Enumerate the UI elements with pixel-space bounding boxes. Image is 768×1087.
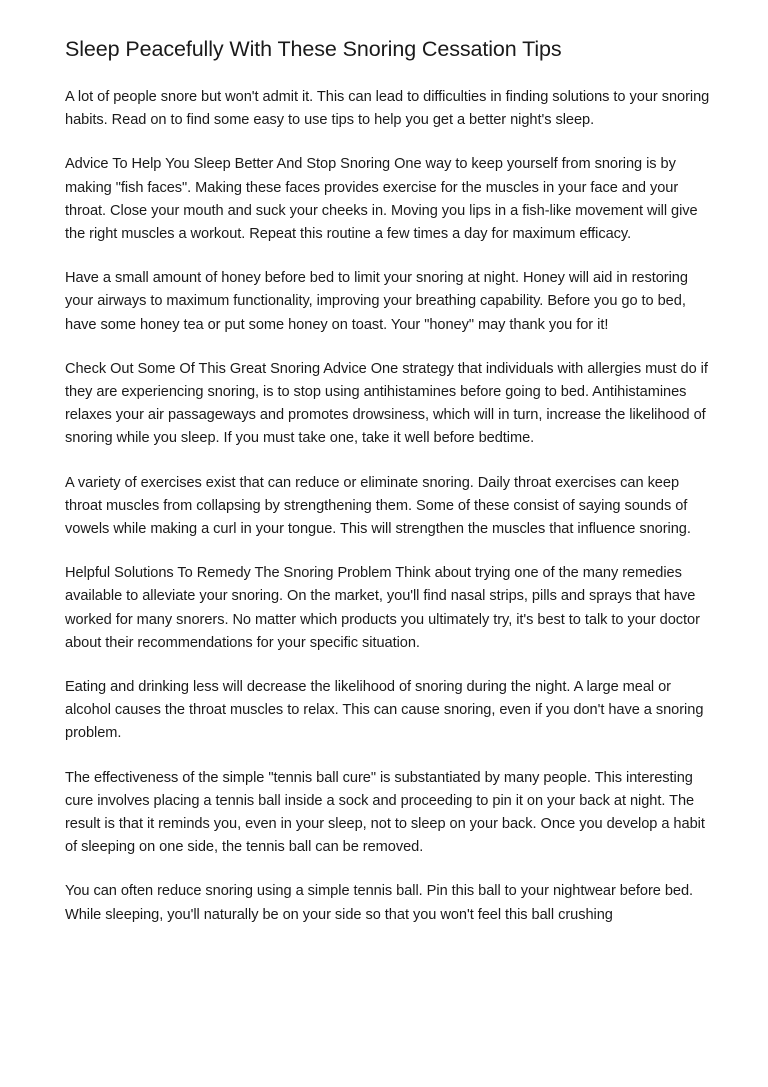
paragraph-honey: Have a small amount of honey before bed to limit your snoring at night. Honey will aid in restoring your airways to maximum functionality, improving your breathing capability. Before you go to bed, have some honey tea or put some honey on toast. Your "honey" may thank you for it! [65, 270, 688, 333]
paragraph-eating-drinking: Eating and drinking less will decrease the likelihood of snoring during the night. A large meal or alcohol causes the throat muscles to relax. This can cause snoring, even if you don't have a snoring problem. [65, 679, 704, 742]
paragraph-tennis-ball-nightwear: You can often reduce snoring using a simple tennis ball. Pin this ball to your nightwear before bed. While sleeping, you'll naturally be on your side so that you won't feel this ball crushing [65, 883, 694, 923]
paragraph-remedies: Helpful Solutions To Remedy The Snoring Problem Think about trying one of the many remedies available to alleviate your snoring. On the market, you'll find nasal strips, pills and sprays that have worked for many snorers. No matter which products you ultimately try, it's best to talk to your doctor about their recommendations for your specific situation. [65, 565, 700, 651]
document-body [65, 34, 710, 948]
paragraph-fish-faces: Advice To Help You Sleep Better And Stop Snoring One way to keep yourself from snoring is by making "fish faces". Making these faces provides exercise for the muscles in your face and your throat. Close your mouth and suck your cheeks in. Moving you lips in a fish-like movement will give the right muscles a workout. Repeat this routine a few times a day for maximum efficacy. [65, 156, 698, 243]
paragraph-intro: A lot of people snore but won't admit it. This can lead to difficulties in finding solutions to your snoring habits. Read on to find some easy to use tips to help you get a better night's sleep. [65, 89, 710, 129]
document-title: Sleep Peacefully With These Snoring Cessation Tips [65, 37, 562, 61]
paragraph-tennis-ball-cure: The effectiveness of the simple "tennis ball cure" is substantiated by many people. This interesting cure involves placing a tennis ball inside a sock and proceeding to pin it on your back at night. The result is that it reminds you, even in your sleep, not to sleep on your back. Once you develop a habit of sleeping on one side, the tennis ball can be removed. [65, 769, 705, 856]
paragraph-throat-exercises: A variety of exercises exist that can reduce or eliminate snoring. Daily throat exercises can keep throat muscles from collapsing by strengthening them. Some of these consist of saying sounds of vowels while making a curl in your tongue. This will strengthen the muscles that influence snoring. [65, 474, 691, 538]
paragraph-antihistamines: Check Out Some Of This Great Snoring Advice One strategy that individuals with allergies must do if they are experiencing snoring, is to stop using antihistamines before going to bed. Antihistamines relaxes your air passageways and promotes drowsiness, which will in turn, increase the likelihood of snoring while you sleep. If you must take one, take it well before bedtime. [65, 360, 708, 447]
